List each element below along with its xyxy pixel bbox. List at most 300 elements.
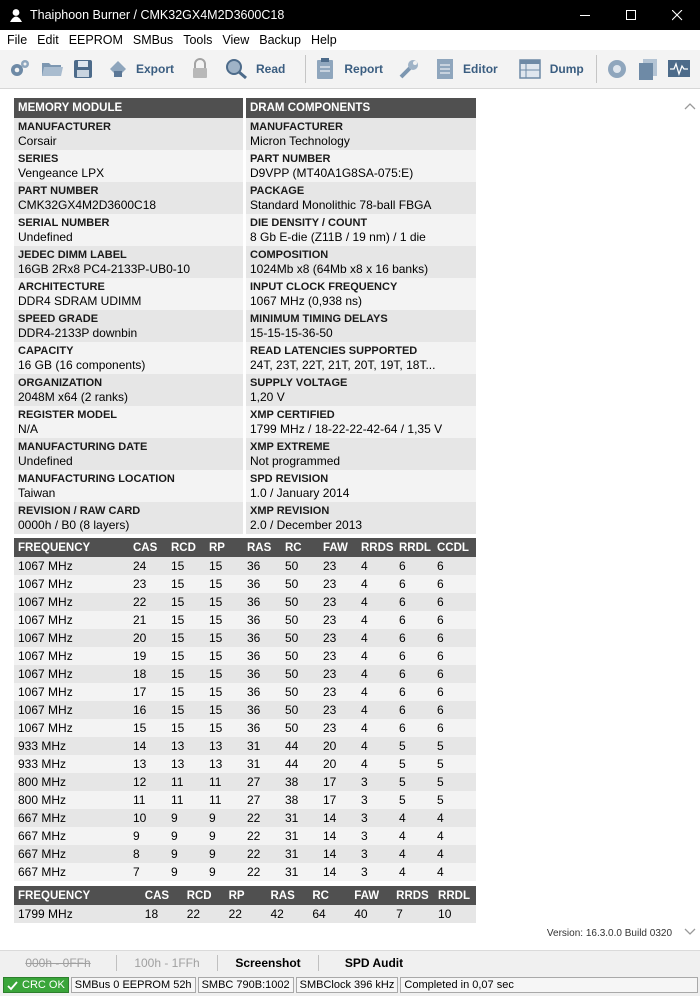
- column-header: RCD: [167, 538, 205, 557]
- table-cell: 3: [357, 773, 395, 791]
- table-cell: 800 MHz: [14, 791, 129, 809]
- table-cell: 44: [281, 737, 319, 755]
- open-button[interactable]: [40, 53, 64, 85]
- info-row: [14, 214, 476, 246]
- maximize-icon: [626, 10, 637, 21]
- table-cell: 36: [243, 611, 281, 629]
- field-value: DDR4 SDRAM UDIMM: [18, 294, 142, 308]
- dram-field: [246, 342, 476, 374]
- table-cell: 50: [281, 611, 319, 629]
- module-field: [14, 470, 243, 502]
- gears-icon: [8, 57, 32, 81]
- table-cell: 50: [281, 593, 319, 611]
- table-cell: 31: [243, 755, 281, 773]
- table-cell: 4: [357, 611, 395, 629]
- table-cell: 23: [319, 647, 357, 665]
- table-cell: 17: [319, 773, 357, 791]
- editor-label: Editor: [463, 62, 498, 76]
- field-label: MANUFACTURING LOCATION: [18, 473, 175, 485]
- table-cell: 50: [281, 665, 319, 683]
- table-cell: 31: [281, 845, 319, 863]
- field-label: XMP EXTREME: [250, 441, 330, 453]
- table-row: [14, 755, 476, 773]
- table-cell: 24: [129, 557, 167, 575]
- dram-field: [246, 182, 476, 214]
- table-cell: 6: [395, 629, 433, 647]
- table-cell: 1067 MHz: [14, 575, 129, 593]
- table-cell: 3: [357, 827, 395, 845]
- tab-spd-audit[interactable]: SPD Audit: [344, 955, 404, 970]
- field-value: 8 Gb E-die (Z11B / 19 nm) / 1 die: [250, 230, 426, 244]
- dram-field: [246, 150, 476, 182]
- info-row: [14, 118, 476, 150]
- table-cell: 4: [433, 809, 476, 827]
- table-cell: 23: [319, 611, 357, 629]
- table-cell: 11: [129, 791, 167, 809]
- table-cell: 1067 MHz: [14, 611, 129, 629]
- field-value: Undefined: [18, 454, 73, 468]
- dram-field: [246, 374, 476, 406]
- column-header: RAS: [243, 538, 281, 557]
- table-cell: 23: [319, 701, 357, 719]
- field-label: INPUT CLOCK FREQUENCY: [250, 281, 398, 293]
- tab-000h-0ffh[interactable]: 000h - 0FFh: [25, 955, 91, 970]
- read-button[interactable]: [224, 53, 285, 85]
- table-cell: 4: [395, 845, 433, 863]
- menu-help[interactable]: Help: [310, 33, 337, 47]
- table-cell: 22: [225, 905, 267, 923]
- table-cell: 5: [433, 737, 476, 755]
- column-header: RAS: [266, 886, 308, 905]
- field-value: CMK32GX4M2D3600C18: [18, 198, 157, 212]
- table-cell: 9: [167, 809, 205, 827]
- menu-view[interactable]: View: [222, 33, 250, 47]
- table-cell: 36: [243, 575, 281, 593]
- module-field: [14, 118, 243, 150]
- table-cell: 40: [350, 905, 392, 923]
- field-value: Undefined: [18, 230, 73, 244]
- table-row: [14, 701, 476, 719]
- module-field: [14, 214, 243, 246]
- table-cell: 31: [281, 809, 319, 827]
- table-cell: 9: [167, 863, 205, 881]
- table-cell: 18: [141, 905, 183, 923]
- field-value: Not programmed: [250, 454, 341, 468]
- table-row: [14, 611, 476, 629]
- table-cell: 4: [395, 809, 433, 827]
- table-cell: 38: [281, 791, 319, 809]
- table-cell: 7: [129, 863, 167, 881]
- dump-button[interactable]: [518, 53, 584, 85]
- bottom-tabs: [0, 950, 700, 974]
- field-label: SPD REVISION: [250, 473, 329, 485]
- table-cell: 15: [205, 557, 243, 575]
- table-cell: 15: [205, 701, 243, 719]
- export-label: Export: [136, 62, 175, 76]
- table-cell: 36: [243, 719, 281, 737]
- status-bar: [0, 974, 700, 996]
- table-cell: 15: [167, 557, 205, 575]
- table-cell: 1067 MHz: [14, 701, 129, 719]
- table-cell: 9: [167, 827, 205, 845]
- table-cell: 6: [395, 593, 433, 611]
- table-cell: 23: [319, 665, 357, 683]
- table-cell: 31: [281, 827, 319, 845]
- content-area: [4, 90, 680, 948]
- table-cell: 5: [395, 737, 433, 755]
- field-value: 16GB 2Rx8 PC4-2133P-UB0-10: [18, 262, 191, 276]
- table-cell: 1067 MHz: [14, 665, 129, 683]
- table-cell: 5: [433, 755, 476, 773]
- table-cell: 5: [395, 773, 433, 791]
- timing-table: [14, 538, 476, 881]
- table-cell: 15: [205, 593, 243, 611]
- title-bar: [0, 0, 700, 30]
- table-cell: 36: [243, 683, 281, 701]
- table-cell: 22: [183, 905, 225, 923]
- dram-field: [246, 438, 476, 470]
- table-cell: 6: [433, 665, 476, 683]
- table-cell: 4: [357, 683, 395, 701]
- table-cell: 11: [205, 791, 243, 809]
- field-value: N/A: [18, 422, 39, 436]
- field-label: CAPACITY: [18, 345, 74, 357]
- field-label: DIE DENSITY / COUNT: [250, 217, 368, 229]
- module-field: [14, 438, 243, 470]
- column-header: FREQUENCY: [14, 538, 129, 557]
- crc-status-badge: [3, 977, 69, 993]
- table-row: [14, 647, 476, 665]
- table-cell: 27: [243, 791, 281, 809]
- table-cell: 4: [357, 647, 395, 665]
- table-cell: 13: [129, 755, 167, 773]
- table-cell: 15: [205, 647, 243, 665]
- table-row: [14, 863, 476, 881]
- xmp-timing-table: [14, 886, 476, 923]
- column-header: FAW: [350, 886, 392, 905]
- table-cell: 4: [357, 593, 395, 611]
- field-value: 16 GB (16 components): [18, 358, 146, 372]
- field-label: MANUFACTURER: [18, 121, 111, 133]
- table-cell: 22: [243, 863, 281, 881]
- table-cell: 36: [243, 647, 281, 665]
- menu-tools[interactable]: Tools: [183, 33, 213, 47]
- table-cell: 800 MHz: [14, 773, 129, 791]
- completion-status: Completed in 0,07 sec: [400, 977, 698, 993]
- table-cell: 4: [357, 737, 395, 755]
- table-cell: 9: [205, 827, 243, 845]
- table-cell: 6: [395, 575, 433, 593]
- save-button[interactable]: [72, 53, 94, 85]
- field-value: 1799 MHz / 18-22-22-42-64 / 1,35 V: [250, 422, 443, 436]
- minimize-button[interactable]: [562, 0, 608, 30]
- info-row: [14, 438, 476, 470]
- table-cell: 8: [129, 845, 167, 863]
- table-cell: 6: [433, 647, 476, 665]
- table-cell: 1067 MHz: [14, 683, 129, 701]
- table-cell: 14: [319, 809, 357, 827]
- info-row: [14, 406, 476, 438]
- tab-100h-1ffh[interactable]: 100h - 1FFh: [134, 955, 200, 970]
- table-cell: 4: [433, 827, 476, 845]
- table-cell: 6: [433, 683, 476, 701]
- table-cell: 4: [433, 863, 476, 881]
- table-cell: 9: [205, 863, 243, 881]
- table-cell: 6: [433, 701, 476, 719]
- info-row: [14, 374, 476, 406]
- settings-button[interactable]: [8, 53, 32, 85]
- column-header: RC: [281, 538, 319, 557]
- tab-screenshot[interactable]: Screenshot: [235, 955, 301, 970]
- table-cell: 6: [395, 701, 433, 719]
- table-cell: 18: [129, 665, 167, 683]
- read-label: Read: [256, 62, 286, 76]
- table-cell: 21: [129, 611, 167, 629]
- dram-field: [246, 246, 476, 278]
- dram-field: [246, 310, 476, 342]
- table-row: [14, 665, 476, 683]
- table-cell: 3: [357, 845, 395, 863]
- column-header: RRDS: [392, 886, 434, 905]
- module-field: [14, 246, 243, 278]
- smbclock-status: SMBClock 396 kHz: [296, 977, 399, 993]
- table-cell: 6: [395, 611, 433, 629]
- table-cell: 15: [167, 593, 205, 611]
- table-cell: 3: [357, 791, 395, 809]
- table-cell: 16: [129, 701, 167, 719]
- table-cell: 50: [281, 647, 319, 665]
- column-header: CAS: [129, 538, 167, 557]
- field-value: 1,20 V: [250, 390, 285, 404]
- table-cell: 50: [281, 683, 319, 701]
- field-value: Micron Technology: [250, 134, 350, 148]
- table-cell: 50: [281, 701, 319, 719]
- table-cell: 20: [319, 755, 357, 773]
- table-cell: 14: [129, 737, 167, 755]
- dram-field: [246, 214, 476, 246]
- table-cell: 1067 MHz: [14, 647, 129, 665]
- floppy-disk-icon: [72, 58, 94, 80]
- table-cell: 667 MHz: [14, 809, 129, 827]
- info-row: [14, 310, 476, 342]
- table-cell: 1067 MHz: [14, 719, 129, 737]
- toolbar: [0, 50, 700, 89]
- lock-icon: [190, 58, 210, 80]
- table-cell: 6: [395, 683, 433, 701]
- menu-eeprom[interactable]: EEPROM: [68, 33, 123, 47]
- monitor-button[interactable]: [667, 53, 691, 85]
- field-label: ARCHITECTURE: [18, 281, 105, 293]
- table-cell: 15: [167, 683, 205, 701]
- table-cell: 36: [243, 629, 281, 647]
- field-label: ORGANIZATION: [18, 377, 103, 389]
- table-row: [14, 809, 476, 827]
- table-cell: 20: [319, 737, 357, 755]
- table-row: [14, 827, 476, 845]
- table-cell: 17: [319, 791, 357, 809]
- dram-field: [246, 502, 476, 534]
- table-cell: 15: [205, 629, 243, 647]
- table-cell: 5: [433, 773, 476, 791]
- report-button[interactable]: [314, 53, 383, 85]
- table-cell: 13: [205, 755, 243, 773]
- table-cell: 36: [243, 593, 281, 611]
- table-cell: 22: [129, 593, 167, 611]
- clipboard-icon: [314, 57, 336, 81]
- table-cell: 4: [395, 863, 433, 881]
- table-cell: 9: [167, 845, 205, 863]
- table-row: [14, 773, 476, 791]
- dram-components-header: DRAM COMPONENTS: [246, 98, 476, 118]
- editor-button[interactable]: [435, 53, 498, 85]
- table-cell: 27: [243, 773, 281, 791]
- table-cell: 6: [433, 557, 476, 575]
- module-field: [14, 278, 243, 310]
- table-cell: 4: [433, 845, 476, 863]
- table-cell: 11: [205, 773, 243, 791]
- menu-smbus[interactable]: SMBus: [132, 33, 174, 47]
- lock-button[interactable]: [190, 53, 210, 85]
- table-cell: 15: [167, 575, 205, 593]
- table-cell: 7: [392, 905, 434, 923]
- table-cell: 667 MHz: [14, 863, 129, 881]
- close-button[interactable]: [654, 0, 700, 30]
- table-cell: 15: [167, 719, 205, 737]
- table-cell: 50: [281, 557, 319, 575]
- table-cell: 15: [167, 701, 205, 719]
- vertical-scrollbar[interactable]: [680, 90, 700, 948]
- screenshot-button[interactable]: [605, 53, 629, 85]
- field-value: 1067 MHz (0,938 ns): [250, 294, 363, 308]
- module-field: [14, 374, 243, 406]
- table-cell: 23: [129, 575, 167, 593]
- table-cell: 36: [243, 557, 281, 575]
- scroll-up-icon[interactable]: [683, 100, 697, 114]
- table-cell: 50: [281, 629, 319, 647]
- table-cell: 23: [319, 719, 357, 737]
- magnifier-chip-icon: [224, 57, 250, 81]
- table-cell: 17: [129, 683, 167, 701]
- table-cell: 3: [357, 809, 395, 827]
- table-cell: 1799 MHz: [14, 905, 141, 923]
- table-cell: 15: [167, 665, 205, 683]
- field-label: JEDEC DIMM LABEL: [18, 249, 127, 261]
- copy-button[interactable]: [637, 53, 659, 85]
- table-cell: 4: [357, 557, 395, 575]
- spd-info-grid: [14, 98, 476, 534]
- table-cell: 14: [319, 845, 357, 863]
- table-cell: 6: [395, 665, 433, 683]
- table-row: [14, 791, 476, 809]
- wrench-icon: [397, 57, 421, 81]
- window-title: Thaiphoon Burner / CMK32GX4M2D3600C18: [30, 8, 285, 22]
- document-edit-icon: [435, 57, 455, 81]
- table-cell: 64: [308, 905, 350, 923]
- table-cell: 31: [281, 863, 319, 881]
- table-cell: 9: [205, 845, 243, 863]
- table-cell: 1067 MHz: [14, 593, 129, 611]
- table-cell: 6: [433, 575, 476, 593]
- column-header: RP: [205, 538, 243, 557]
- table-cell: 1067 MHz: [14, 629, 129, 647]
- info-row: [14, 502, 476, 534]
- info-row: [14, 150, 476, 182]
- module-field: [14, 150, 243, 182]
- module-field: [14, 406, 243, 438]
- camera-icon: [605, 57, 629, 81]
- app-logo-icon: [8, 7, 24, 23]
- table-cell: 22: [243, 827, 281, 845]
- table-row: [14, 593, 476, 611]
- table-cell: 4: [357, 719, 395, 737]
- table-cell: 19: [129, 647, 167, 665]
- column-header: RRDL: [434, 886, 476, 905]
- table-cell: 4: [357, 629, 395, 647]
- column-header: RRDL: [395, 538, 433, 557]
- table-cell: 6: [433, 593, 476, 611]
- scroll-down-icon[interactable]: [683, 924, 697, 938]
- field-value: 0000h / B0 (8 layers): [18, 518, 130, 532]
- field-label: PACKAGE: [250, 185, 305, 197]
- field-value: 1.0 / January 2014: [250, 486, 350, 500]
- table-cell: 23: [319, 575, 357, 593]
- table-cell: 10: [434, 905, 476, 923]
- menu-file[interactable]: File: [7, 33, 28, 47]
- table-cell: 933 MHz: [14, 755, 129, 773]
- field-value: 2.0 / December 2013: [250, 518, 363, 532]
- table-cell: 6: [433, 611, 476, 629]
- smbus-status: SMBus 0 EEPROM 52h: [71, 977, 196, 993]
- menu-backup[interactable]: Backup: [259, 33, 301, 47]
- info-row: [14, 342, 476, 374]
- field-label: PART NUMBER: [250, 153, 331, 165]
- maximize-button[interactable]: [608, 0, 654, 30]
- dram-field: [246, 118, 476, 150]
- field-label: REGISTER MODEL: [18, 409, 118, 421]
- field-value: 2048M x64 (2 ranks): [18, 390, 129, 404]
- table-cell: 13: [167, 737, 205, 755]
- table-cell: 22: [243, 809, 281, 827]
- field-label: READ LATENCIES SUPPORTED: [250, 345, 418, 357]
- table-cell: 4: [357, 755, 395, 773]
- table-cell: 36: [243, 665, 281, 683]
- column-header: CAS: [141, 886, 183, 905]
- menu-bar: [0, 30, 700, 50]
- field-value: D9VPP (MT40A1G8SA-075:E): [250, 166, 414, 180]
- menu-edit[interactable]: Edit: [37, 33, 59, 47]
- field-label: SPEED GRADE: [18, 313, 99, 325]
- field-value: Taiwan: [18, 486, 56, 500]
- table-cell: 14: [319, 863, 357, 881]
- minimize-icon: [580, 10, 591, 21]
- toolbar-separator: [305, 55, 306, 83]
- table-cell: 6: [433, 629, 476, 647]
- column-header: RCD: [183, 886, 225, 905]
- table-row: [14, 575, 476, 593]
- info-row: [14, 182, 476, 214]
- field-label: REVISION / RAW CARD: [18, 505, 141, 517]
- module-field: [14, 182, 243, 214]
- table-cell: 933 MHz: [14, 737, 129, 755]
- field-value: Standard Monolithic 78-ball FBGA: [250, 198, 432, 212]
- tools-button[interactable]: [397, 53, 421, 85]
- table-cell: 6: [433, 719, 476, 737]
- field-value: 24T, 23T, 22T, 21T, 20T, 19T, 18T...: [250, 358, 436, 372]
- export-button[interactable]: [106, 53, 174, 85]
- table-cell: 15: [205, 665, 243, 683]
- dram-field: [246, 470, 476, 502]
- column-header: RP: [225, 886, 267, 905]
